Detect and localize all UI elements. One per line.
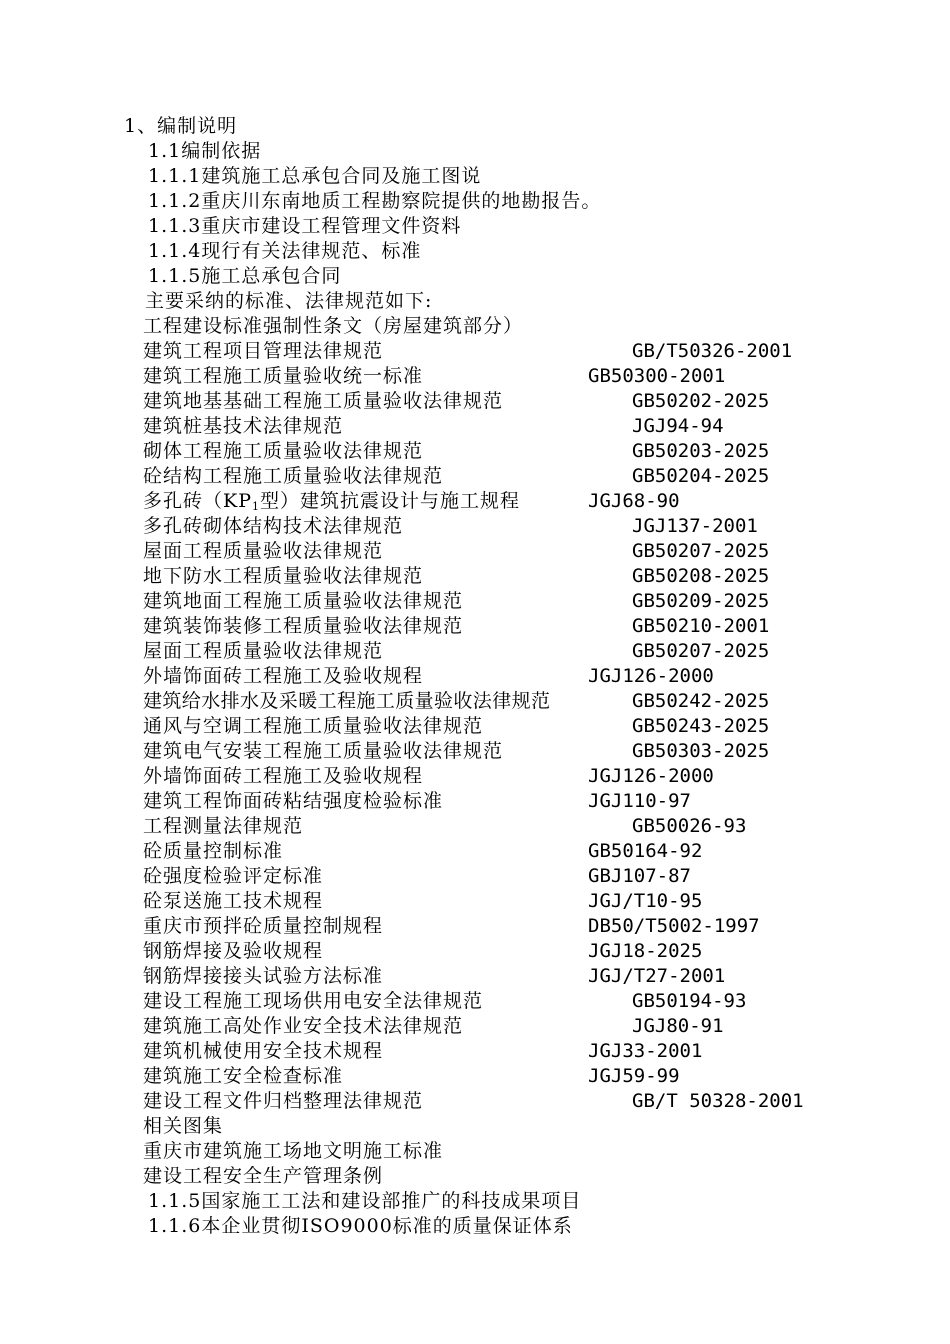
standard-code: GB50243-2025 xyxy=(632,715,770,737)
standard-name: 建筑施工高处作业安全技术法律规范 xyxy=(143,1015,464,1037)
standard-code: JGJ126-2000 xyxy=(588,665,714,687)
standard-code: DB50/T5002-1997 xyxy=(588,915,760,937)
standard-name: 建筑工程项目管理法律规范 xyxy=(143,340,384,362)
standard-name: 建筑地基基础工程施工质量验收法律规范 xyxy=(143,390,504,412)
standard-code: GB50194-93 xyxy=(632,990,747,1012)
final-item: 1.1.6本企业贯彻ISO9000标准的质量保证体系 xyxy=(148,1215,573,1237)
standard-code: JGJ80-91 xyxy=(632,1015,724,1037)
standard-name: 建筑工程饰面砖粘结强度检验标准 xyxy=(143,790,444,812)
standard-name: 建设工程施工现场供用电安全法律规范 xyxy=(143,990,484,1012)
standard-code: GB50207-2025 xyxy=(632,640,770,662)
standard-name: 建筑桩基技术法律规范 xyxy=(143,415,344,437)
standard-name: 砼结构工程施工质量验收法律规范 xyxy=(143,465,444,487)
standard-name: 建筑施工安全检查标准 xyxy=(143,1065,344,1087)
standard-name: 建筑工程施工质量验收统一标准 xyxy=(143,365,424,387)
basis-item: 1.1.4现行有关法律规范、标准 xyxy=(148,240,422,262)
standard-code: GB50242-2025 xyxy=(632,690,770,712)
standards-intro: 主要采纳的标准、法律规范如下: xyxy=(145,290,433,312)
tail-line: 建设工程安全生产管理条例 xyxy=(143,1165,384,1187)
standard-code: JGJ137-2001 xyxy=(632,515,758,537)
standard-name: 砼质量控制标准 xyxy=(143,840,284,862)
standard-code: JGJ68-90 xyxy=(588,490,680,512)
standard-name: 屋面工程质量验收法律规范 xyxy=(143,540,384,562)
tail-line: 重庆市建筑施工场地文明施工标准 xyxy=(143,1140,444,1162)
standard-name: 工程测量法律规范 xyxy=(143,815,304,837)
standard-code: GB50210-2001 xyxy=(632,615,770,637)
standard-name: 建设工程文件归档整理法律规范 xyxy=(143,1090,424,1112)
standard-name: 建筑给水排水及采暖工程施工质量验收法律规范 xyxy=(143,690,551,712)
basis-item: 1.1.2重庆川东南地质工程勘察院提供的地勘报告。 xyxy=(148,190,602,212)
subscript-1: 1 xyxy=(251,500,260,513)
basis-item: 1.1.3重庆市建设工程管理文件资料 xyxy=(148,215,462,237)
final-item: 1.1.5国家施工工法和建设部推广的科技成果项目 xyxy=(148,1190,582,1212)
standard-code: JGJ126-2000 xyxy=(588,765,714,787)
standard-name: 砼强度检验评定标准 xyxy=(143,865,324,887)
standard-code: GB50026-93 xyxy=(632,815,747,837)
standard-code: GB/T50326-2001 xyxy=(632,340,793,362)
standard-name: 砌体工程施工质量验收法律规范 xyxy=(143,440,424,462)
standard-name: 地下防水工程质量验收法律规范 xyxy=(143,565,424,587)
standard-name-part: 多孔砖（KP xyxy=(143,490,252,512)
standard-code: GBJ107-87 xyxy=(588,865,691,887)
standard-code: GB50209-2025 xyxy=(632,590,770,612)
standard-name: 外墙饰面砖工程施工及验收规程 xyxy=(143,765,424,787)
mandatory-clause: 工程建设标准强制性条文（房屋建筑部分） xyxy=(143,315,524,337)
basis-item: 1.1.5施工总承包合同 xyxy=(148,265,342,287)
standard-name: 通风与空调工程施工质量验收法律规范 xyxy=(143,715,484,737)
standard-code: GB50300-2001 xyxy=(588,365,726,387)
standard-name xyxy=(143,489,520,514)
standard-name: 建筑机械使用安全技术规程 xyxy=(143,1040,384,1062)
standard-name: 建筑地面工程施工质量验收法律规范 xyxy=(143,590,464,612)
basis-item: 1.1.1建筑施工总承包合同及施工图说 xyxy=(148,165,482,187)
standard-name: 钢筋焊接接头试验方法标准 xyxy=(143,965,384,987)
standard-code: JGJ/T27-2001 xyxy=(588,965,726,987)
subsection-title: 1.1编制依据 xyxy=(148,140,262,162)
standard-code: GB50202-2025 xyxy=(632,390,770,412)
standard-name: 建筑装饰装修工程质量验收法律规范 xyxy=(143,615,464,637)
standard-code: GB50204-2025 xyxy=(632,465,770,487)
standard-code: GB50203-2025 xyxy=(632,440,770,462)
standard-name: 外墙饰面砖工程施工及验收规程 xyxy=(143,665,424,687)
standard-code: JGJ59-99 xyxy=(588,1065,680,1087)
standard-code: GB50164-92 xyxy=(588,840,703,862)
standard-code: GB50207-2025 xyxy=(632,540,770,562)
standard-name: 多孔砖砌体结构技术法律规范 xyxy=(143,515,404,537)
standard-name: 砼泵送施工技术规程 xyxy=(143,890,324,912)
standard-name-part: 型）建筑抗震设计与施工规程 xyxy=(259,490,520,512)
standard-code: JGJ33-2001 xyxy=(588,1040,703,1062)
standard-code: JGJ94-94 xyxy=(632,415,724,437)
standard-code: JGJ18-2025 xyxy=(588,940,703,962)
section-title: 1、编制说明 xyxy=(124,115,238,137)
standard-name: 屋面工程质量验收法律规范 xyxy=(143,640,384,662)
standard-code: GB50208-2025 xyxy=(632,565,770,587)
standard-name: 钢筋焊接及验收规程 xyxy=(143,940,324,962)
standard-code: GB/T 50328-2001 xyxy=(632,1090,804,1112)
standard-name: 重庆市预拌砼质量控制规程 xyxy=(143,915,384,937)
atlas-heading: 相关图集 xyxy=(143,1115,224,1137)
standard-code: JGJ/T10-95 xyxy=(588,890,703,912)
standard-code: JGJ110-97 xyxy=(588,790,691,812)
standard-name: 建筑电气安装工程施工质量验收法律规范 xyxy=(143,740,504,762)
standard-code: GB50303-2025 xyxy=(632,740,770,762)
